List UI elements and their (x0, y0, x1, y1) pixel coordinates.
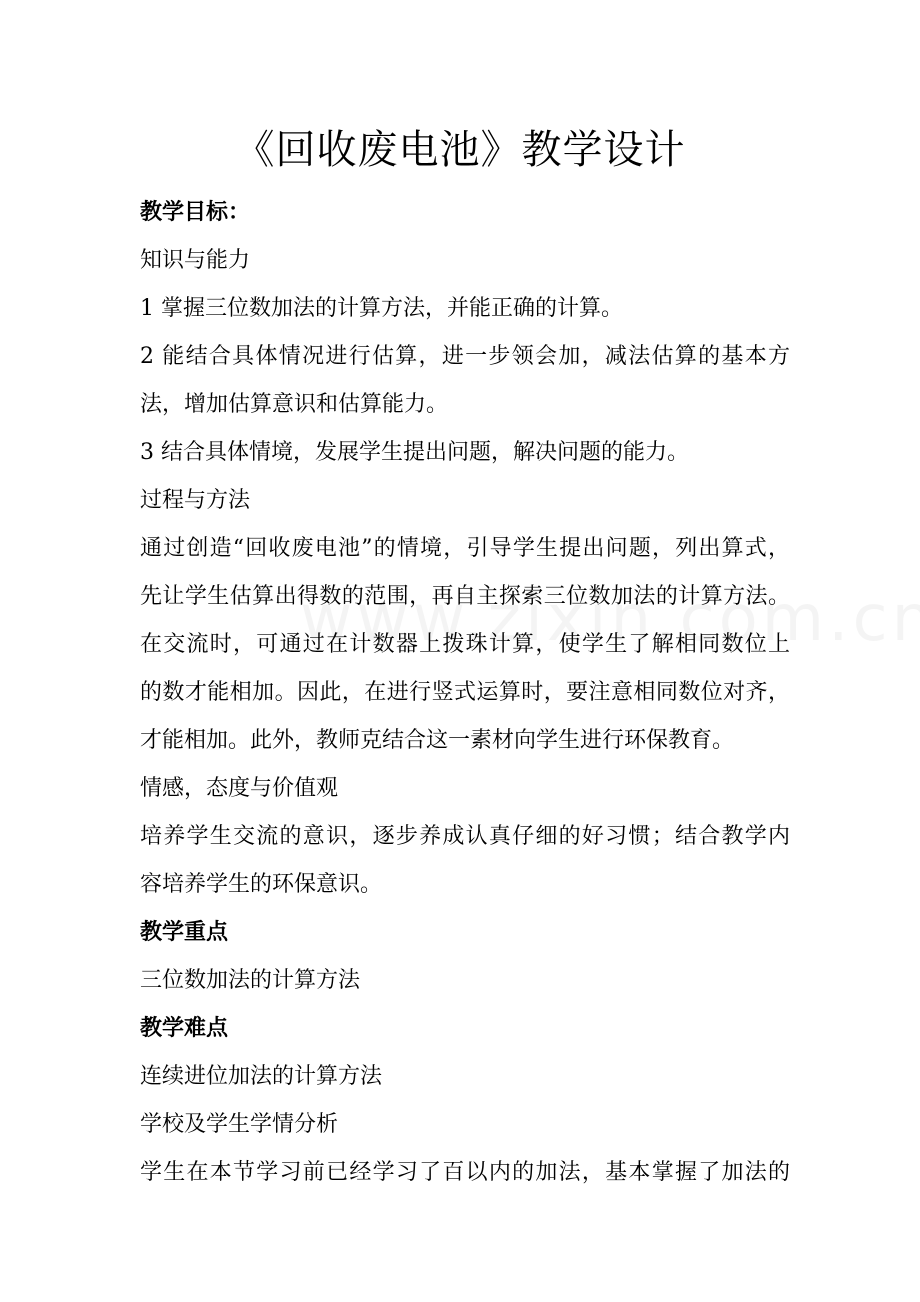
text-line: 3 结合具体情境，发展学生提出问题，解决问题的能力。 (140, 440, 689, 465)
text-line: 1 掌握三位数加法的计算方法，并能正确的计算。 (140, 296, 623, 321)
text-line: 学生在本节学习前已经学习了百以内的加法，基本掌握了加法的 (140, 1160, 790, 1185)
text-line: 学校及学生学情分析 (140, 1112, 339, 1137)
text-line: 情感，态度与价值观 (140, 776, 339, 801)
text-line: 2 能结合具体情况进行估算，进一步领会加，减法估算的基本方 (140, 344, 790, 369)
text-line: 通过创造“回收废电池”的情境，引导学生提出问题，列出算式， (140, 536, 790, 561)
text-line: 培养学生交流的意识，逐步养成认真仔细的好习惯；结合教学内 (140, 824, 790, 849)
text-line: 先让学生估算出得数的范围，再自主探索三位数加法的计算方法。 (140, 584, 790, 609)
text-line: 三位数加法的计算方法 (140, 968, 361, 993)
text-line: 连续进位加法的计算方法 (140, 1064, 383, 1089)
document-title: 《回收废电池》教学设计 (234, 127, 686, 173)
text-line: 知识与能力 (140, 248, 251, 273)
text-line: 过程与方法 (140, 488, 251, 513)
text-line: 的数才能相加。因此，在进行竖式运算时，要注意相同数位对齐， (140, 680, 790, 705)
document-body (140, 189, 790, 1197)
text-line: 教学目标： (140, 200, 251, 225)
text-line: 教学难点 (140, 1016, 229, 1041)
text-line: 法，增加估算意识和估算能力。 (140, 392, 449, 417)
text-line: 容培养学生的环保意识。 (140, 872, 383, 897)
text-line: 才能相加。此外，教师克结合这一素材向学生进行环保教育。 (140, 728, 735, 753)
text-line: 在交流时，可通过在计数器上拨珠计算，使学生了解相同数位上 (140, 632, 790, 657)
text-line: 教学重点 (140, 920, 229, 945)
